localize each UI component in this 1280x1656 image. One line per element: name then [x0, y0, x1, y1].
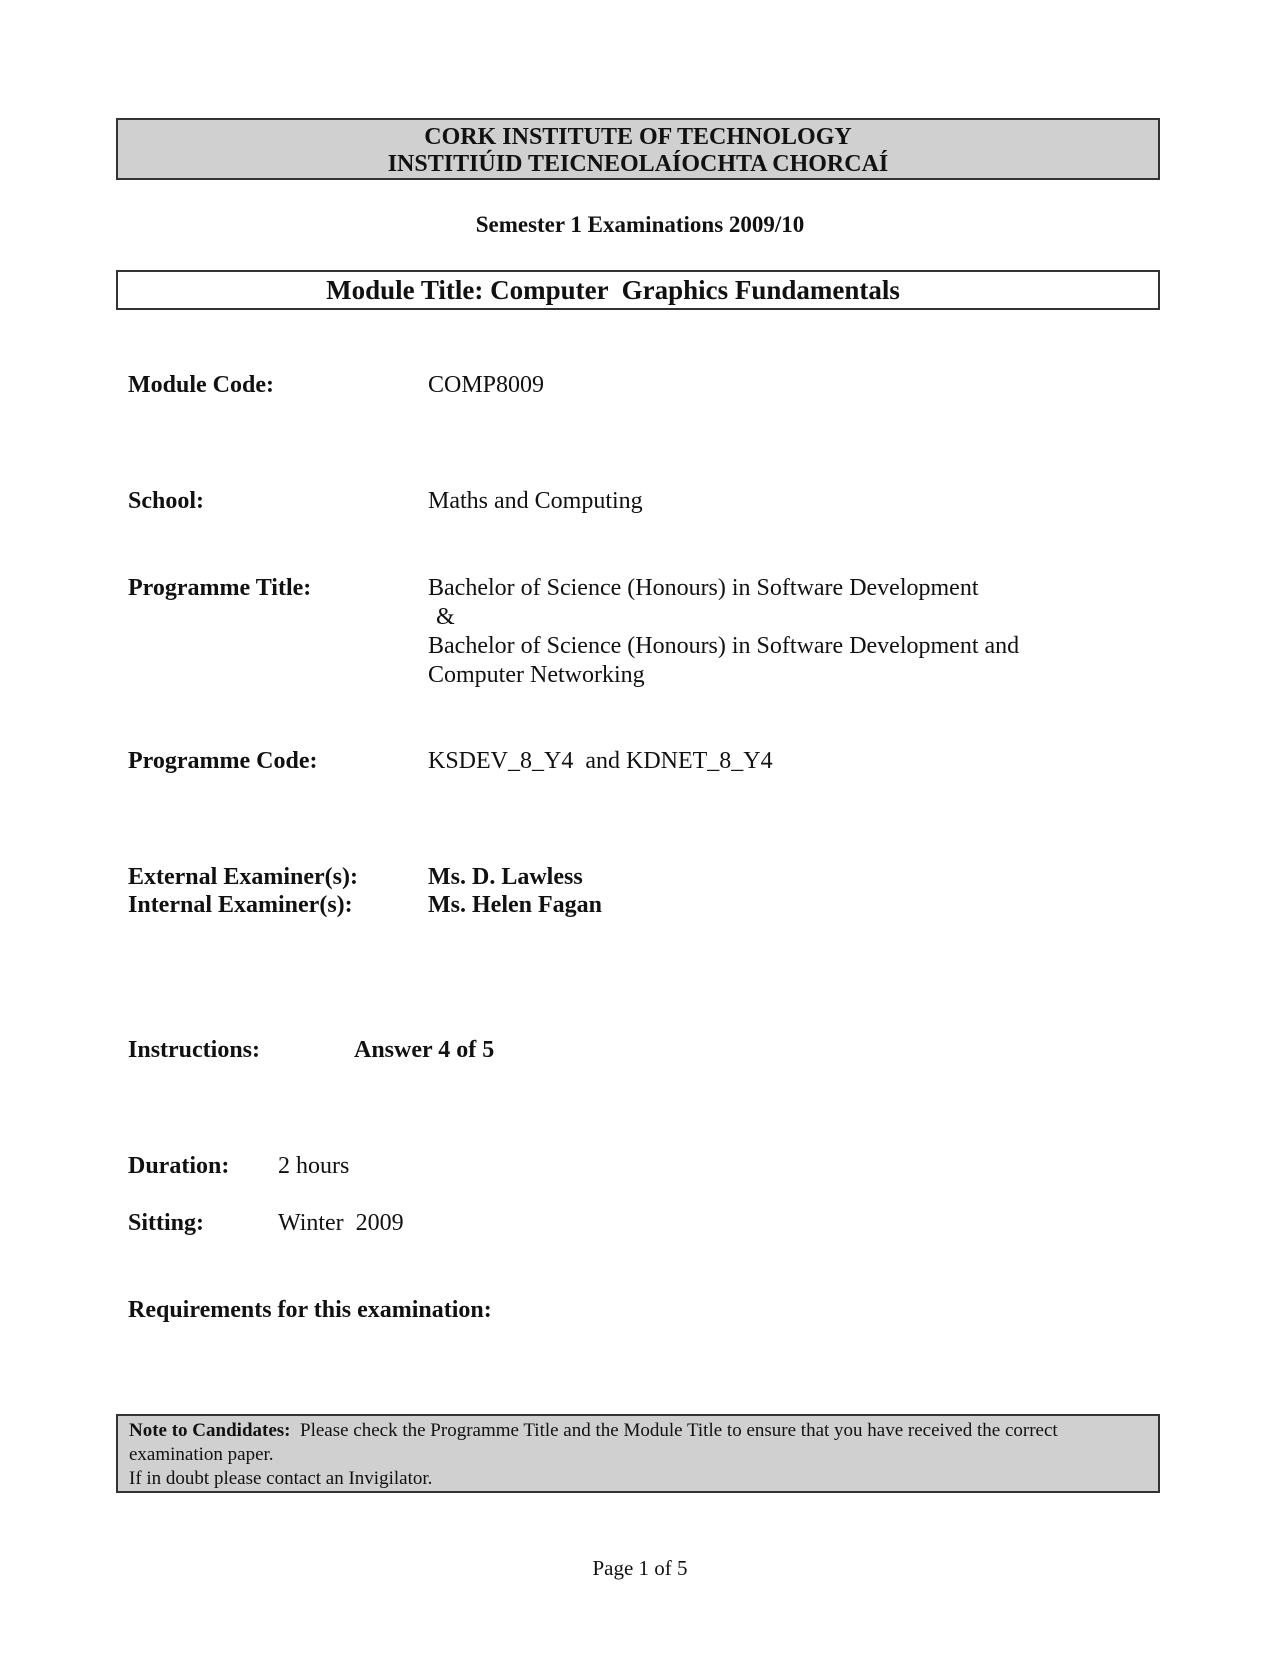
note-invigilator-line: If in doubt please contact an Invigilator.: [129, 1468, 433, 1489]
note-text: Please check the Programme Title and the Module Title to ensure that you have received the correct examination paper.: [129, 1420, 1063, 1465]
module-code-label: Module Code:: [128, 372, 274, 398]
programme-title-line1: Bachelor of Science (Honours) in Software Development: [428, 575, 979, 601]
note-to-candidates: [116, 1414, 1160, 1493]
programme-title-ampersand: &: [436, 604, 455, 630]
instructions-value: Answer 4 of 5: [354, 1037, 495, 1063]
note-label: Note to Candidates:: [129, 1420, 291, 1441]
page-number: Page 1 of 5: [592, 1556, 688, 1580]
external-examiner-value: Ms. D. Lawless: [428, 864, 583, 890]
external-examiner-label: External Examiner(s):: [128, 864, 358, 890]
module-title: Module Title: Computer Graphics Fundamentals: [326, 275, 900, 305]
programme-title-label: Programme Title:: [128, 575, 312, 601]
school-label: School:: [128, 488, 205, 514]
duration-label: Duration:: [128, 1153, 230, 1179]
sitting-label: Sitting:: [128, 1210, 205, 1236]
requirements-label: Requirements for this examination:: [128, 1297, 492, 1323]
internal-examiner-label: Internal Examiner(s):: [128, 892, 353, 918]
module-code-value: COMP8009: [428, 372, 545, 398]
programme-title-line3: Bachelor of Science (Honours) in Software Development and: [428, 633, 1020, 659]
duration-value: 2 hours: [278, 1153, 350, 1179]
school-value: Maths and Computing: [428, 488, 643, 514]
programme-code-label: Programme Code:: [128, 748, 318, 774]
instructions-label: Instructions:: [128, 1037, 261, 1063]
institute-header: [116, 118, 1160, 180]
programme-code-value: KSDEV_8_Y4 and KDNET_8_Y4: [428, 748, 773, 774]
module-title-box: [116, 270, 1160, 310]
institute-name-irish: INSTITIÚID TEICNEOLAÍOCHTA CHORCAÍ: [387, 151, 889, 177]
semester-heading: Semester 1 Examinations 2009/10: [475, 212, 805, 237]
sitting-value: Winter 2009: [278, 1210, 404, 1236]
institute-name-english: CORK INSTITUTE OF TECHNOLOGY: [424, 124, 852, 150]
programme-title-line4: Computer Networking: [428, 662, 645, 688]
internal-examiner-value: Ms. Helen Fagan: [428, 892, 602, 918]
